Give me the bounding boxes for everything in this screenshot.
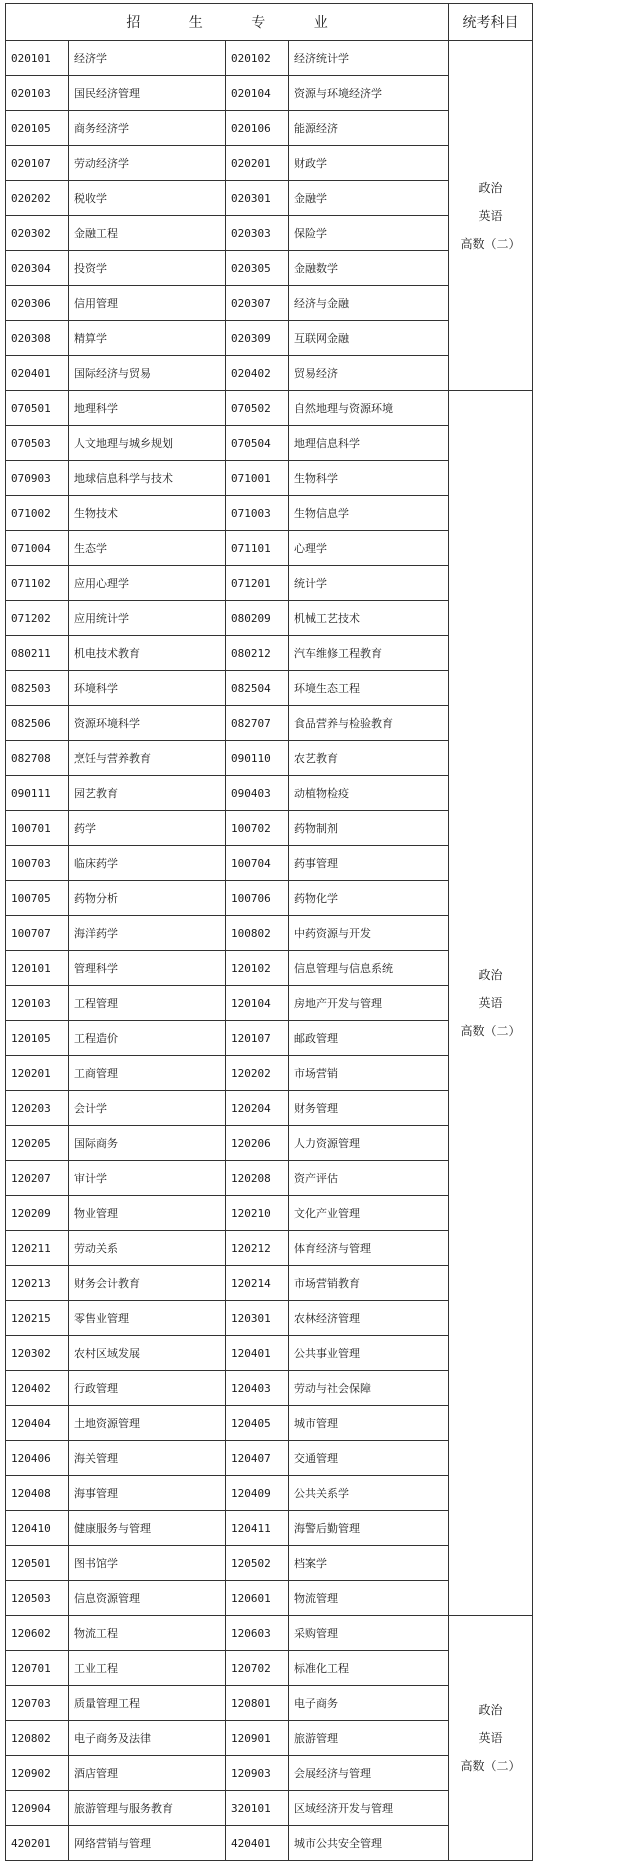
major-code: 120105: [6, 1021, 69, 1056]
major-name: 药事管理: [289, 846, 449, 881]
major-name: 工程管理: [69, 986, 226, 1021]
major-name: 中药资源与开发: [289, 916, 449, 951]
major-name: 信息资源管理: [69, 1581, 226, 1616]
major-code: 420401: [226, 1826, 289, 1861]
major-code: 120204: [226, 1091, 289, 1126]
major-name: 商务经济学: [69, 111, 226, 146]
major-code: 082708: [6, 741, 69, 776]
major-name: 劳动与社会保障: [289, 1371, 449, 1406]
major-code: 020201: [226, 146, 289, 181]
exam-subject: 政治: [478, 1703, 503, 1717]
major-code: 070501: [6, 391, 69, 426]
major-code: 120202: [226, 1056, 289, 1091]
major-name: 财务管理: [289, 1091, 449, 1126]
major-code: 120103: [6, 986, 69, 1021]
major-code: 120702: [226, 1651, 289, 1686]
major-name: 动植物检疫: [289, 776, 449, 811]
major-code: 071002: [6, 496, 69, 531]
major-code: 071004: [6, 531, 69, 566]
major-code: 020307: [226, 286, 289, 321]
major-code: 020107: [6, 146, 69, 181]
major-code: 020309: [226, 321, 289, 356]
major-name: 经济统计学: [289, 41, 449, 76]
major-code: 071003: [226, 496, 289, 531]
major-name: 采购管理: [289, 1616, 449, 1651]
major-name: 海警后勤管理: [289, 1511, 449, 1546]
major-name: 工业工程: [69, 1651, 226, 1686]
major-name: 市场营销教育: [289, 1266, 449, 1301]
major-name: 体育经济与管理: [289, 1231, 449, 1266]
major-code: 071202: [6, 601, 69, 636]
major-name: 生物技术: [69, 496, 226, 531]
major-code: 120207: [6, 1161, 69, 1196]
major-name: 保险学: [289, 216, 449, 251]
major-name: 应用心理学: [69, 566, 226, 601]
major-name: 人力资源管理: [289, 1126, 449, 1161]
major-name: 档案学: [289, 1546, 449, 1581]
major-code: 020101: [6, 41, 69, 76]
major-code: 071201: [226, 566, 289, 601]
major-code: 120203: [6, 1091, 69, 1126]
major-code: 100701: [6, 811, 69, 846]
major-name: 海事管理: [69, 1476, 226, 1511]
major-code: 082506: [6, 706, 69, 741]
exam-subject: 高数（二）: [460, 1759, 521, 1773]
major-name: 机电技术教育: [69, 636, 226, 671]
major-code: 020308: [6, 321, 69, 356]
major-name: 城市公共安全管理: [289, 1826, 449, 1861]
major-code: 120410: [6, 1511, 69, 1546]
major-code: 082503: [6, 671, 69, 706]
table-row: [6, 41, 533, 76]
major-code: 120102: [226, 951, 289, 986]
major-code: 120701: [6, 1651, 69, 1686]
major-name: 工商管理: [69, 1056, 226, 1091]
major-name: 园艺教育: [69, 776, 226, 811]
major-name: 质量管理工程: [69, 1686, 226, 1721]
exam-subject: 英语: [478, 996, 503, 1010]
major-name: 汽车维修工程教育: [289, 636, 449, 671]
major-name: 会展经济与管理: [289, 1756, 449, 1791]
major-code: 120406: [6, 1441, 69, 1476]
major-code: 120902: [6, 1756, 69, 1791]
major-name: 公共关系学: [289, 1476, 449, 1511]
major-code: 071102: [6, 566, 69, 601]
major-name: 国际商务: [69, 1126, 226, 1161]
major-code: 020103: [6, 76, 69, 111]
major-code: 071101: [226, 531, 289, 566]
major-name: 信用管理: [69, 286, 226, 321]
major-code: 120210: [226, 1196, 289, 1231]
exam-subject: 政治: [478, 968, 503, 982]
major-name: 临床药学: [69, 846, 226, 881]
major-name: 会计学: [69, 1091, 226, 1126]
major-name: 物流工程: [69, 1616, 226, 1651]
major-name: 地球信息科学与技术: [69, 461, 226, 496]
major-name: 经济与金融: [289, 286, 449, 321]
major-name: 财政学: [289, 146, 449, 181]
exam-subject: 高数（二）: [460, 236, 521, 251]
table-row: [6, 391, 533, 426]
major-code: 120104: [226, 986, 289, 1021]
exam-subject: 英语: [478, 1731, 503, 1745]
major-code: 120201: [6, 1056, 69, 1091]
major-name: 电子商务: [289, 1686, 449, 1721]
major-name: 海关管理: [69, 1441, 226, 1476]
major-code: 120205: [6, 1126, 69, 1161]
major-code: 020104: [226, 76, 289, 111]
major-name: 工程造价: [69, 1021, 226, 1056]
major-code: 120409: [226, 1476, 289, 1511]
major-code: 120903: [226, 1756, 289, 1791]
major-name: 管理科学: [69, 951, 226, 986]
major-name: 区域经济开发与管理: [289, 1791, 449, 1826]
major-name: 健康服务与管理: [69, 1511, 226, 1546]
major-name: 金融数学: [289, 251, 449, 286]
major-code: 020105: [6, 111, 69, 146]
major-name: 机械工艺技术: [289, 601, 449, 636]
major-code: 100702: [226, 811, 289, 846]
major-code: 020306: [6, 286, 69, 321]
major-code: 120802: [6, 1721, 69, 1756]
major-name: 环境生态工程: [289, 671, 449, 706]
header-row: [6, 4, 533, 41]
major-code: 090111: [6, 776, 69, 811]
major-name: 人文地理与城乡规划: [69, 426, 226, 461]
major-name: 信息管理与信息系统: [289, 951, 449, 986]
major-code: 100705: [6, 881, 69, 916]
major-name: 药学: [69, 811, 226, 846]
major-code: 020106: [226, 111, 289, 146]
major-code: 120405: [226, 1406, 289, 1441]
major-code: 100704: [226, 846, 289, 881]
major-name: 心理学: [289, 531, 449, 566]
major-code: 120403: [226, 1371, 289, 1406]
major-name: 自然地理与资源环境: [289, 391, 449, 426]
major-code: 070503: [6, 426, 69, 461]
major-code: 120602: [6, 1616, 69, 1651]
exam-subject: 政治: [478, 180, 503, 195]
major-name: 劳动关系: [69, 1231, 226, 1266]
header-majors: 招 生 专 业: [6, 4, 449, 41]
major-name: 药物化学: [289, 881, 449, 916]
major-code: 120404: [6, 1406, 69, 1441]
major-name: 图书馆学: [69, 1546, 226, 1581]
major-name: 财务会计教育: [69, 1266, 226, 1301]
major-name: 国民经济管理: [69, 76, 226, 111]
major-code: 120206: [226, 1126, 289, 1161]
major-code: 090110: [226, 741, 289, 776]
major-name: 农艺教育: [289, 741, 449, 776]
major-code: 120603: [226, 1616, 289, 1651]
major-code: 082707: [226, 706, 289, 741]
major-name: 互联网金融: [289, 321, 449, 356]
major-name: 劳动经济学: [69, 146, 226, 181]
major-name: 地理科学: [69, 391, 226, 426]
major-name: 经济学: [69, 41, 226, 76]
major-code: 100706: [226, 881, 289, 916]
major-name: 食品营养与检验教育: [289, 706, 449, 741]
major-code: 020304: [6, 251, 69, 286]
major-name: 统计学: [289, 566, 449, 601]
major-code: 020305: [226, 251, 289, 286]
major-code: 120408: [6, 1476, 69, 1511]
header-subjects: 统考科目: [449, 4, 533, 41]
exam-subjects-cell: [449, 391, 533, 1616]
major-code: 120407: [226, 1441, 289, 1476]
major-code: 120101: [6, 951, 69, 986]
major-code: 120501: [6, 1546, 69, 1581]
major-code: 120901: [226, 1721, 289, 1756]
major-name: 药物制剂: [289, 811, 449, 846]
major-code: 120209: [6, 1196, 69, 1231]
exam-subject: 高数（二）: [460, 1024, 521, 1038]
major-code: 100707: [6, 916, 69, 951]
major-name: 国际经济与贸易: [69, 356, 226, 391]
major-code: 120402: [6, 1371, 69, 1406]
major-code: 120801: [226, 1686, 289, 1721]
major-code: 120215: [6, 1301, 69, 1336]
exam-subjects-cell: [449, 1616, 533, 1861]
major-name: 农林经济管理: [289, 1301, 449, 1336]
major-code: 080211: [6, 636, 69, 671]
major-name: 公共事业管理: [289, 1336, 449, 1371]
major-name: 邮政管理: [289, 1021, 449, 1056]
major-code: 120502: [226, 1546, 289, 1581]
major-name: 环境科学: [69, 671, 226, 706]
major-name: 物业管理: [69, 1196, 226, 1231]
major-code: 120703: [6, 1686, 69, 1721]
major-name: 标准化工程: [289, 1651, 449, 1686]
major-name: 网络营销与管理: [69, 1826, 226, 1861]
major-name: 生物信息学: [289, 496, 449, 531]
major-code: 120411: [226, 1511, 289, 1546]
major-name: 能源经济: [289, 111, 449, 146]
majors-table: [5, 3, 533, 1861]
major-code: 082504: [226, 671, 289, 706]
major-name: 物流管理: [289, 1581, 449, 1616]
major-code: 120401: [226, 1336, 289, 1371]
major-code: 020401: [6, 356, 69, 391]
major-name: 投资学: [69, 251, 226, 286]
major-code: 070502: [226, 391, 289, 426]
exam-subject: 英语: [478, 208, 503, 223]
major-code: 020301: [226, 181, 289, 216]
major-name: 交通管理: [289, 1441, 449, 1476]
major-code: 020402: [226, 356, 289, 391]
major-name: 旅游管理: [289, 1721, 449, 1756]
major-name: 药物分析: [69, 881, 226, 916]
major-code: 120211: [6, 1231, 69, 1266]
major-code: 120214: [226, 1266, 289, 1301]
major-code: 071001: [226, 461, 289, 496]
major-name: 电子商务及法律: [69, 1721, 226, 1756]
major-name: 生态学: [69, 531, 226, 566]
major-code: 120904: [6, 1791, 69, 1826]
exam-subjects-cell: [449, 41, 533, 391]
major-name: 城市管理: [289, 1406, 449, 1441]
major-name: 资源与环境经济学: [289, 76, 449, 111]
major-name: 地理信息科学: [289, 426, 449, 461]
major-name: 精算学: [69, 321, 226, 356]
major-code: 120213: [6, 1266, 69, 1301]
major-name: 旅游管理与服务教育: [69, 1791, 226, 1826]
major-name: 土地资源管理: [69, 1406, 226, 1441]
major-name: 农村区域发展: [69, 1336, 226, 1371]
major-name: 房地产开发与管理: [289, 986, 449, 1021]
major-code: 120208: [226, 1161, 289, 1196]
table-row: [6, 1616, 533, 1651]
major-name: 市场营销: [289, 1056, 449, 1091]
major-code: 120107: [226, 1021, 289, 1056]
major-code: 080209: [226, 601, 289, 636]
major-code: 420201: [6, 1826, 69, 1861]
major-code: 020202: [6, 181, 69, 216]
major-code: 020302: [6, 216, 69, 251]
major-name: 贸易经济: [289, 356, 449, 391]
major-code: 120302: [6, 1336, 69, 1371]
major-code: 080212: [226, 636, 289, 671]
major-name: 金融学: [289, 181, 449, 216]
major-name: 资源环境科学: [69, 706, 226, 741]
major-code: 020102: [226, 41, 289, 76]
major-code: 070504: [226, 426, 289, 461]
major-name: 金融工程: [69, 216, 226, 251]
major-name: 行政管理: [69, 1371, 226, 1406]
major-name: 审计学: [69, 1161, 226, 1196]
major-code: 020303: [226, 216, 289, 251]
table-body: [6, 41, 533, 1861]
major-code: 100802: [226, 916, 289, 951]
major-name: 海洋药学: [69, 916, 226, 951]
major-code: 120503: [6, 1581, 69, 1616]
major-name: 应用统计学: [69, 601, 226, 636]
major-name: 税收学: [69, 181, 226, 216]
major-name: 生物科学: [289, 461, 449, 496]
major-code: 120301: [226, 1301, 289, 1336]
major-code: 320101: [226, 1791, 289, 1826]
major-code: 100703: [6, 846, 69, 881]
major-name: 酒店管理: [69, 1756, 226, 1791]
major-code: 070903: [6, 461, 69, 496]
major-name: 烹饪与营养教育: [69, 741, 226, 776]
major-code: 120212: [226, 1231, 289, 1266]
major-name: 零售业管理: [69, 1301, 226, 1336]
major-code: 120601: [226, 1581, 289, 1616]
major-name: 文化产业管理: [289, 1196, 449, 1231]
major-name: 资产评估: [289, 1161, 449, 1196]
major-code: 090403: [226, 776, 289, 811]
